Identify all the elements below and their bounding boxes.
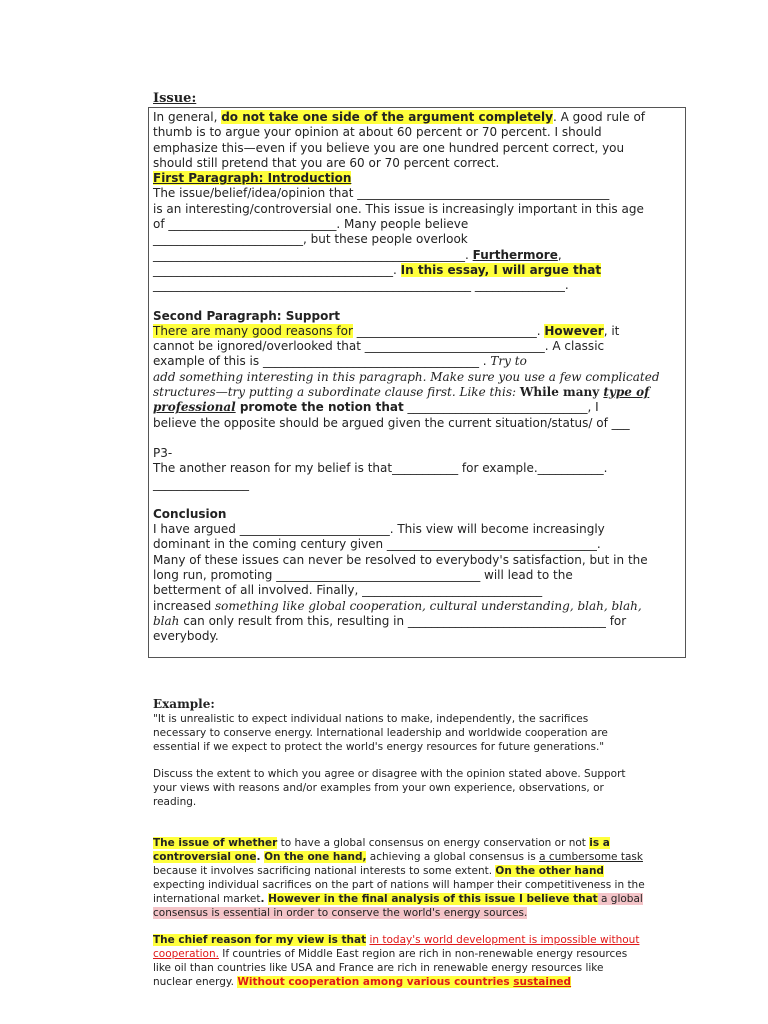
example-quote: "It is unrealistic to expect individual nations to make, independently, the sacrifices necessary to conserve energy. International leadership and worldwide cooperation are essential if we expect to protect the world's energy resources for future generations.": [153, 713, 608, 753]
issue-heading: Issue:: [153, 91, 197, 106]
conclusion-section: Conclusion I have argued _________________________. This view will become increasingly dominant in the coming century given ___________________________________. Many of these issues can never be resolved to everybody's satisfaction, but in the long run, promoting __________________________________ will lead to the betterment of all involved. Finally, ______________________________ increased something like global cooperation, cultural understanding, blah, blah, blah can only result from this, resulting in _________________________________ for everybody.: [153, 506, 648, 644]
essay-paragraph-one: The issue of whether to have a global consensus on energy conservation or not is a controversial one. On the one hand, achieving a global consensus is a cumbersome task because it involves sacrificing national interests to some extent. On the other hand expecting individual sacrifices on the part of nations will hamper their competitiveness in the international market. However in the final analysis of this issue I believe that a global consensus is essential in order to conserve the world's energy sources.: [153, 837, 645, 919]
second-paragraph-heading: Second Paragraph: Support: [153, 308, 341, 323]
furthermore-keyword: Furthermore: [472, 247, 558, 262]
example-heading: Example:: [153, 697, 215, 711]
essay-template-box: [148, 107, 686, 658]
conclusion-heading: Conclusion: [153, 506, 227, 521]
thesis-keyword: In this essay, I will argue that: [400, 262, 602, 277]
however-keyword: However: [544, 323, 604, 338]
essay-paragraph-two: The chief reason for my view is that in today's world development is impossible without cooperation. If countries of Middle East region are rich in non-renewable energy resources like oil than countries like USA and France are rich in renewable energy resources like nuclear energy. Without cooperation among various countries sustained: [153, 934, 640, 988]
intro-highlight: do not take one side of the argument completely: [221, 110, 553, 124]
first-paragraph-heading: First Paragraph: Introduction: [153, 171, 352, 186]
first-paragraph-section: First Paragraph: Introduction The issue/belief/idea/opinion that __________________________________________ is an interesting/controversial one. This issue is increasingly important in this age of ____________________________. Many people believe _________________________, but these people overlook ____________________________________________________. Furthermore, ________________________________________. In this essay, I will argue that _____________________________________________________ _______________.: [153, 171, 644, 293]
intro-paragraph: In general, do not take one side of the argument completely. A good rule of thumb is to argue your opinion at about 60 percent or 70 percent. I should emphasize this—even if you believe you are one hundred percent correct, you should still pretend that you are 60 or 70 percent correct.: [153, 110, 646, 170]
second-paragraph-section: Second Paragraph: Support There are many good reasons for ______________________________. However, it cannot be ignored/overlooked that ______________________________. A classic example of this is ____________________________________ . Try to add something interesting in this paragraph. Make sure you use a few complicated structures—try putting a subordinate clause first. Like this: While many type of professional promote the notion that ______________________________, I believe the opposite should be argued given the current situation/status/ of ___: [153, 308, 660, 430]
third-paragraph-heading: P3-: [153, 445, 173, 460]
third-paragraph-section: P3- The another reason for my belief is that___________ for example.___________. ________________: [153, 445, 608, 491]
example-prompt: Discuss the extent to which you agree or disagree with the opinion stated above. Support your views with reasons and/or examples from your own experience, observations, or reading.: [153, 768, 626, 808]
